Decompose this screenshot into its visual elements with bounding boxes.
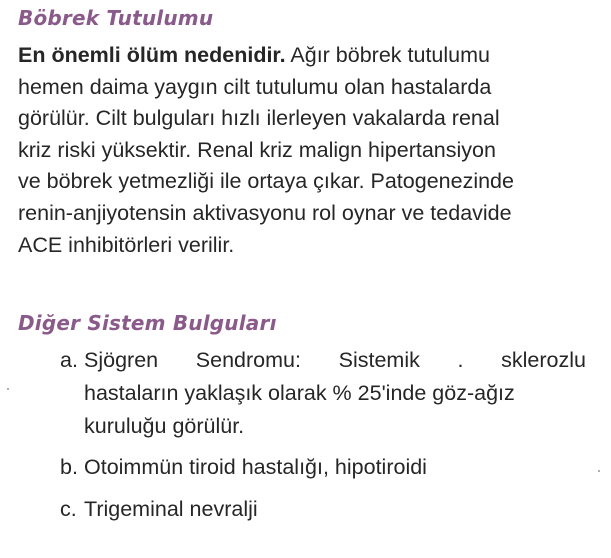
list-item-text [84, 493, 586, 526]
findings-list [60, 344, 586, 526]
list-item-line: Otoimmün tiroid hastalığı, hipotiroidi [84, 455, 427, 479]
paragraph-line: renin-anjiyotensin aktivasyonu rol oynar ve tedavide [18, 200, 512, 225]
kidney-paragraph [18, 40, 596, 261]
paragraph-line: ACE inhibitörleri verilir. [18, 232, 235, 257]
section-heading-kidney: Böbrek Tutulumu [18, 6, 214, 30]
list-item [60, 493, 586, 526]
paragraph-line: kriz riski yüksektir. Renal kriz malign hipertansiyon [18, 137, 496, 162]
list-item [60, 344, 586, 443]
list-item-line: hastaların yaklaşık olarak % 25'inde göz-ağız [84, 381, 515, 405]
list-item-text [84, 344, 586, 443]
scan-speck [598, 470, 600, 472]
list-marker: c. [60, 497, 77, 521]
lead-sentence: En önemli ölüm nedenidir. [18, 43, 286, 67]
paragraph-line [18, 40, 596, 72]
list-marker: b. [60, 455, 78, 479]
line-text: Ağır böbrek tutulumu [290, 43, 490, 67]
paragraph-line: ve böbrek yetmezliği ile ortaya çıkar. Patogenezinde [18, 169, 514, 194]
list-item [60, 451, 586, 484]
section-heading-other-findings: Diğer Sistem Bulguları [18, 311, 277, 335]
paragraph-line: hemen daima yaygın cilt tutulumu olan hastalarda [18, 74, 492, 99]
list-item-line: Trigeminal nevralji [84, 497, 258, 521]
scan-speck [7, 388, 9, 390]
list-marker: a. [60, 348, 78, 372]
paragraph-line: görülür. Cilt bulguları hızlı ilerleyen vakalarda renal [18, 106, 500, 131]
list-item-text [84, 451, 586, 484]
list-item-line: kuruluğu görülür. [84, 414, 245, 438]
list-item-line: Sjögren Sendromu: Sistemik . sklerozlu [84, 348, 586, 372]
